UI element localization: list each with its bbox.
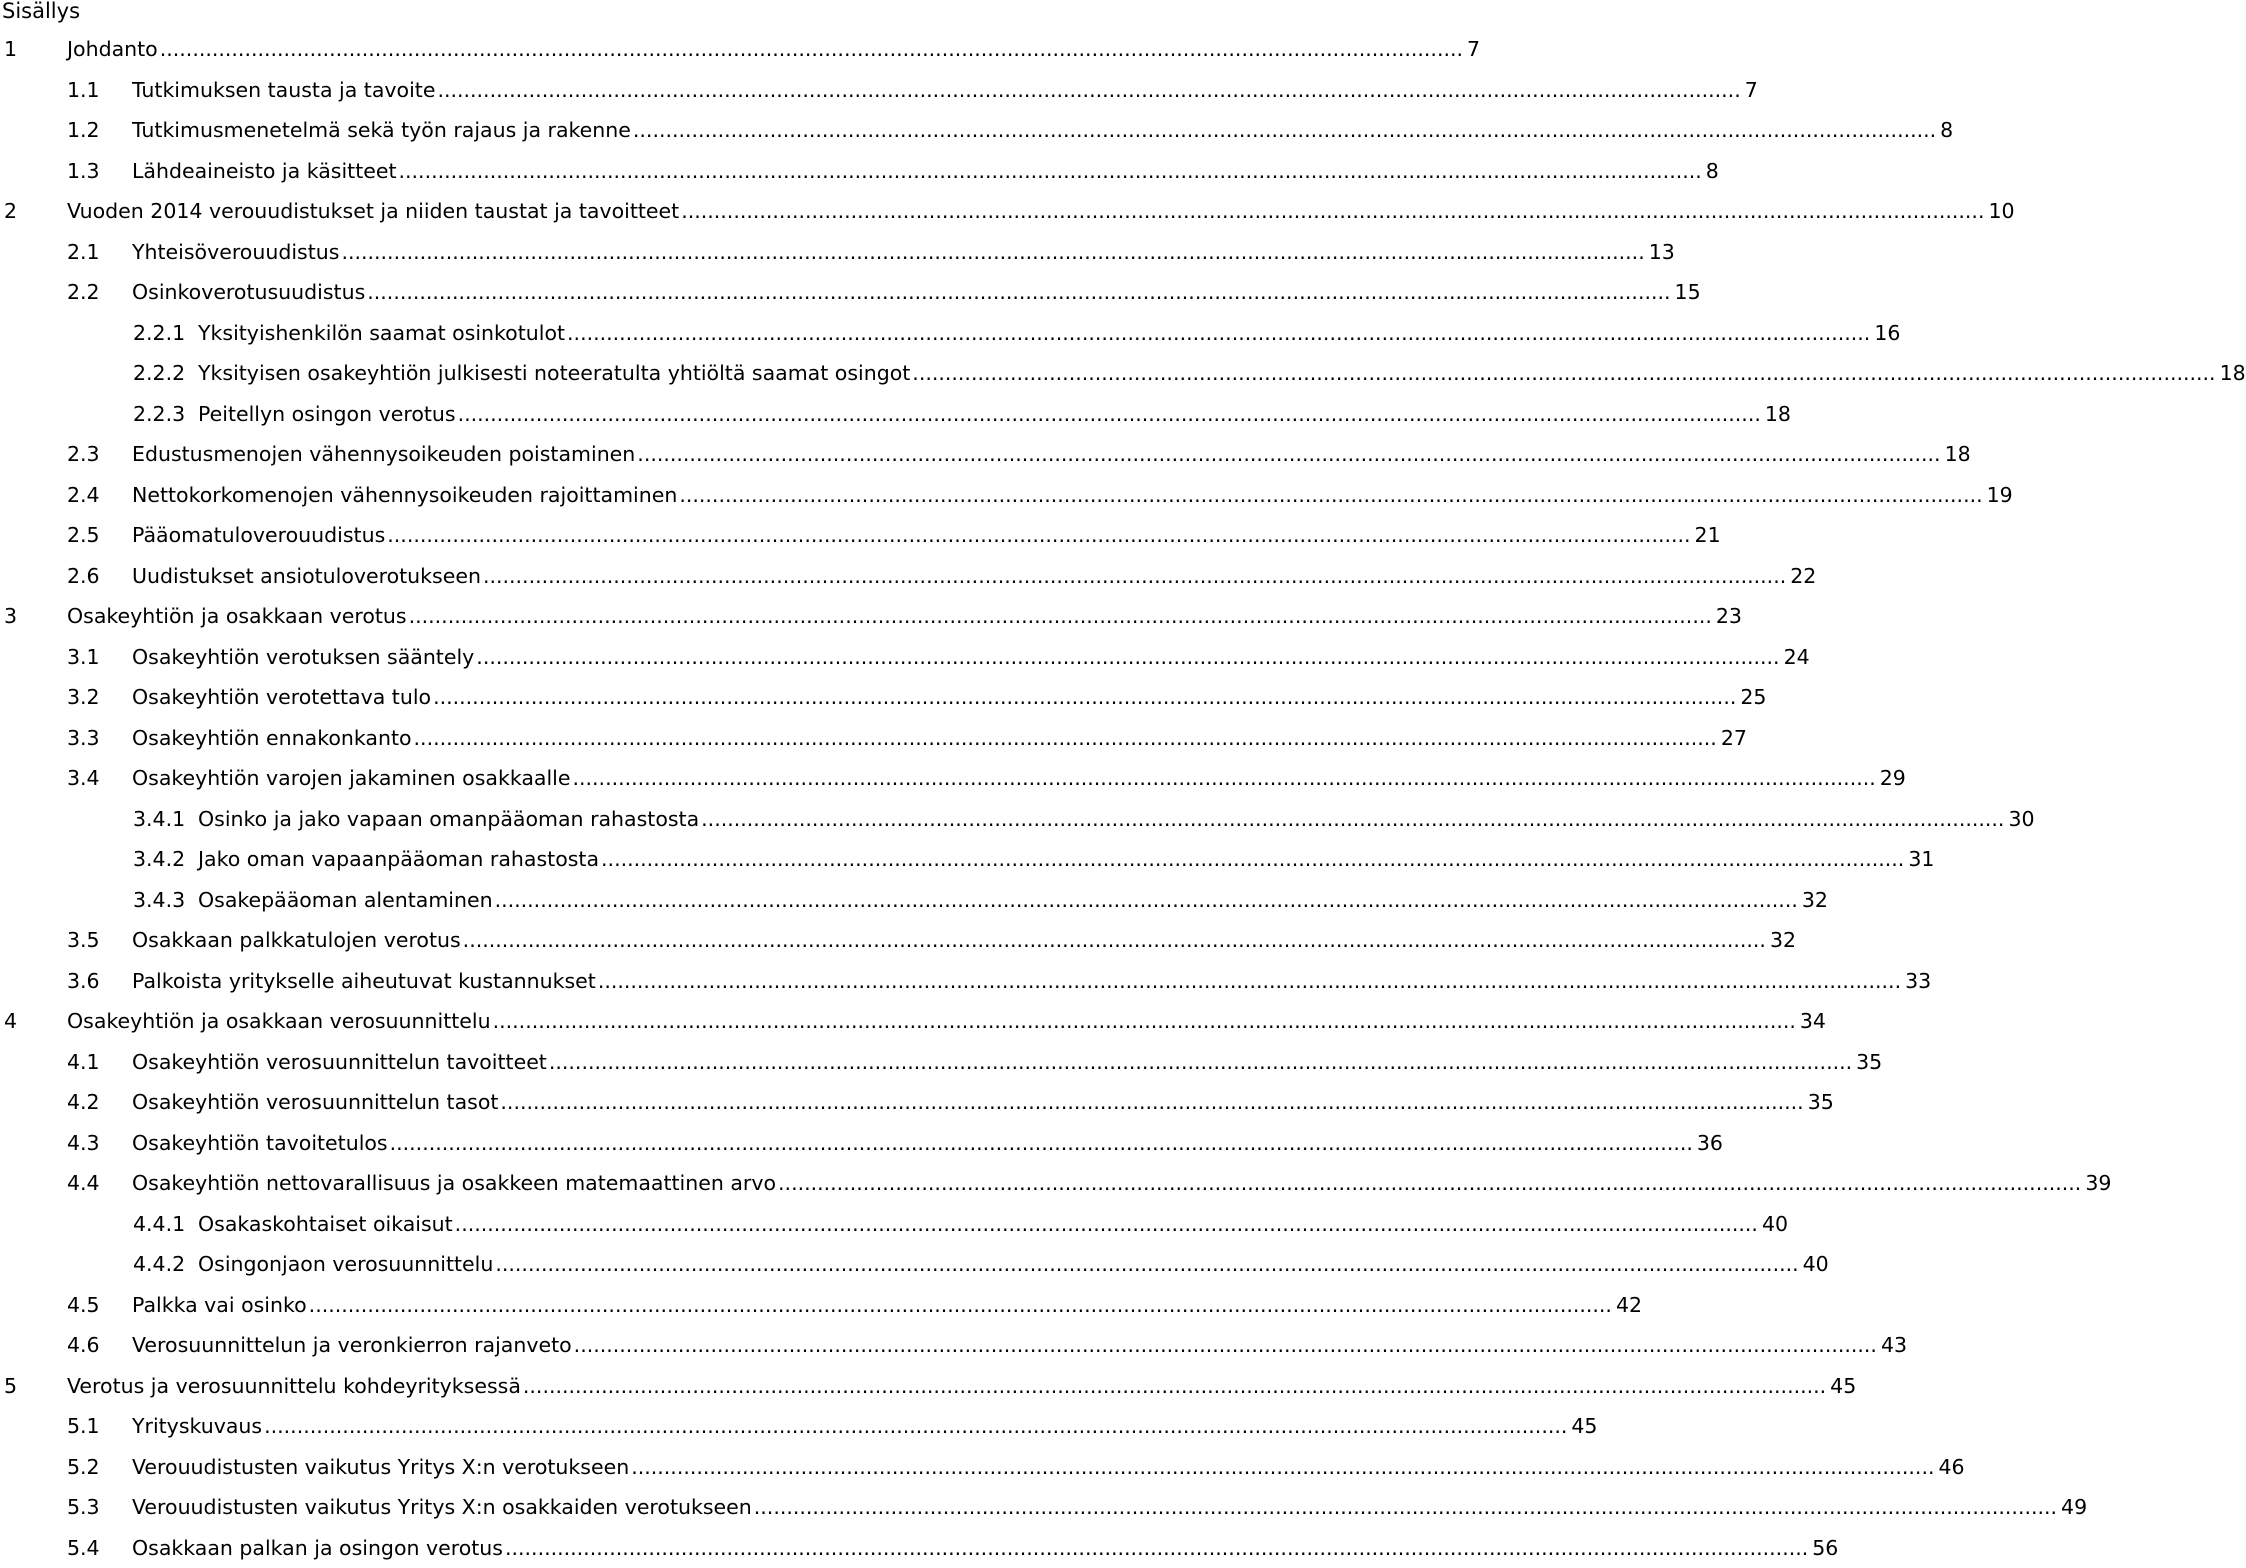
toc-entry-title: Osakeyhtiön verosuunnittelun tasot (132, 1090, 499, 1114)
toc-entry-4-4-2[interactable] (0, 1244, 1829, 1284)
toc-dot-leader: ........................................................................................................................................................................................................ (398, 158, 1702, 183)
toc-dot-leader: ........................................................................................................................................................................................................ (701, 806, 2005, 831)
toc-entry-page-number: 43 (1880, 1333, 1908, 1357)
toc-entry-body (198, 839, 1935, 879)
toc-entry-page-number: 56 (1812, 1535, 1839, 1560)
toc-entry-title: Verotus ja verosuunnittelu kohdeyrityksessä (67, 1373, 521, 1398)
toc-entry-number: 4 (4, 1009, 18, 1033)
toc-entry-5-1[interactable] (0, 1406, 1598, 1446)
toc-entry-2-2[interactable] (0, 272, 1701, 312)
toc-entry-page-number: 22 (1790, 563, 1817, 588)
toc-entry-number: 4.2 (67, 1090, 100, 1114)
toc-entry-3-4-3[interactable] (0, 880, 1828, 920)
toc-entry-title: Yksityishenkilön saamat osinkotulot (198, 320, 566, 345)
toc-entry-title: Nettokorkomenojen vähennysoikeuden rajoittaminen (132, 482, 678, 507)
toc-dot-leader: ........................................................................................................................................................................................................ (387, 523, 1691, 547)
toc-entry-body (132, 151, 1719, 191)
toc-dot-leader: ........................................................................................................................................................................................................ (778, 1171, 2082, 1195)
toc-entry-number: 2.1 (67, 239, 100, 264)
toc-entry-body (132, 272, 1701, 312)
toc-entry-page-number: 31 (1908, 847, 1935, 871)
toc-entry-page-number: 8 (1940, 118, 1954, 142)
toc-entry-body (132, 637, 1810, 677)
toc-entry-3-5[interactable] (0, 920, 1797, 960)
toc-entry-body (132, 1325, 1908, 1365)
toc-entry-title: Osakeyhtiön ja osakkaan verotus (67, 604, 407, 628)
toc-entry-page-number: 32 (1769, 928, 1797, 952)
toc-entry-number: 3.4 (67, 766, 100, 790)
toc-entry-page-number: 24 (1783, 644, 1810, 669)
toc-entry-number: 3.5 (67, 928, 100, 952)
toc-entry-title: Peitellyn osingon verotus (198, 401, 456, 426)
toc-dot-leader: ........................................................................................................................................................................................................ (573, 1333, 1877, 1357)
toc-entry-body (132, 475, 2013, 515)
toc-entry-page-number: 45 (1830, 1373, 1857, 1398)
toc-dot-leader: ........................................................................................................................................................................................................ (548, 1049, 1853, 1074)
toc-entry-number: 3.4.3 (133, 887, 186, 912)
toc-entry-title: Osinkoverotusuudistus (132, 280, 366, 304)
toc-entry-body (132, 758, 1906, 798)
toc-dot-leader: ........................................................................................................................................................................................................ (522, 1373, 1827, 1398)
toc-dot-leader: ........................................................................................................................................................................................................ (437, 77, 1741, 102)
toc-entry-body (132, 1082, 1834, 1122)
toc-entry-page-number: 18 (2219, 361, 2246, 385)
toc-entry-title: Osingonjaon verosuunnittelu (198, 1252, 494, 1276)
toc-entry-number: 4.5 (67, 1292, 100, 1317)
toc-entry-page-number: 40 (1802, 1252, 1829, 1276)
toc-dot-leader: ........................................................................................................................................................................................................ (482, 563, 1787, 588)
toc-entry-page-number: 45 (1571, 1414, 1598, 1438)
toc-entry-4-2[interactable] (0, 1082, 1834, 1122)
toc-entry-title: Osakeyhtiön ja osakkaan verosuunnittelu (67, 1009, 491, 1033)
toc-entry-4-4[interactable] (0, 1163, 2112, 1203)
toc-entry-page-number: 46 (1938, 1454, 1965, 1479)
toc-entry-page-number: 7 (1467, 37, 1481, 61)
toc-entry-body (67, 29, 1481, 69)
toc-dot-leader: ........................................................................................................................................................................................................ (912, 361, 2216, 385)
toc-entry-1[interactable] (0, 29, 1481, 69)
toc-dot-leader: ........................................................................................................................................................................................................ (264, 1414, 1568, 1438)
toc-dot-leader: ........................................................................................................................................................................................................ (413, 725, 1717, 750)
toc-entry-title: Tutkimuksen tausta ja tavoite (132, 77, 436, 102)
toc-entry-page-number: 42 (1615, 1292, 1643, 1317)
toc-entry-body (132, 961, 1932, 1001)
toc-entry-3[interactable] (0, 596, 1742, 636)
toc-entry-3-6[interactable] (0, 961, 1932, 1001)
toc-entry-2-2-1[interactable] (0, 313, 1901, 353)
toc-dot-leader: ........................................................................................................................................................................................................ (494, 887, 1798, 912)
toc-entry-page-number: 27 (1720, 725, 1747, 750)
toc-entry-number: 3.3 (67, 725, 100, 750)
toc-entry-body (198, 394, 1791, 434)
toc-entry-number: 2.6 (67, 563, 100, 588)
toc-dot-leader: ........................................................................................................................................................................................................ (597, 968, 1902, 993)
toc-entry-title: Osakeyhtiön verosuunnittelun tavoitteet (132, 1049, 547, 1074)
toc-dot-leader: ........................................................................................................................................................................................................ (454, 1211, 1758, 1236)
toc-dot-leader: ........................................................................................................................................................................................................ (572, 766, 1876, 790)
toc-dot-leader: ........................................................................................................................................................................................................ (504, 1535, 1809, 1560)
toc-entry-2-3[interactable] (0, 434, 1971, 474)
toc-entry-page-number: 8 (1705, 158, 1719, 183)
toc-entry-page-number: 7 (1744, 77, 1758, 102)
toc-entry-title: Pääomatuloverouudistus (132, 523, 386, 547)
toc-entry-body (132, 1123, 1723, 1163)
toc-entry-title: Osakepääoman alentaminen (198, 887, 493, 912)
toc-entry-body (132, 70, 1758, 110)
toc-entry-number: 3.2 (67, 685, 100, 709)
toc-dot-leader: ........................................................................................................................................................................................................ (631, 1454, 1935, 1479)
toc-entry-body (67, 596, 1742, 636)
toc-entry-title: Edustusmenojen vähennysoikeuden poistaminen (132, 442, 636, 466)
toc-dot-leader: ........................................................................................................................................................................................................ (462, 928, 1766, 952)
toc-dot-leader: ........................................................................................................................................................................................................ (679, 482, 1983, 507)
toc-entry-number: 4.4 (67, 1171, 100, 1195)
toc-dot-leader: ........................................................................................................................................................................................................ (457, 401, 1761, 426)
toc-entry-title: Jako oman vapaanpääoman rahastosta (198, 847, 600, 871)
toc-entry-body (132, 110, 1954, 150)
toc-entry-title: Osakeyhtiön verotettava tulo (132, 685, 432, 709)
toc-entry-body (132, 1487, 2088, 1527)
toc-entry-5-3[interactable] (0, 1487, 2088, 1527)
toc-dot-leader: ........................................................................................................................................................................................................ (681, 199, 1985, 223)
toc-entry-number: 1.2 (67, 118, 100, 142)
toc-entry-title: Vuoden 2014 verouudistukset ja niiden taustat ja tavoitteet (67, 199, 680, 223)
toc-dot-leader: ........................................................................................................................................................................................................ (632, 118, 1937, 142)
toc-entry-body (67, 191, 2015, 231)
toc-entry-title: Osakeyhtiön varojen jakaminen osakkaalle (132, 766, 571, 790)
toc-entry-title: Osinko ja jako vapaan omanpääoman rahastosta (198, 806, 700, 831)
toc-dot-leader: ........................................................................................................................................................................................................ (492, 1009, 1796, 1033)
toc-entry-number: 3.6 (67, 968, 100, 993)
toc-dot-leader: ........................................................................................................................................................................................................ (389, 1130, 1693, 1155)
toc-entry-page-number: 39 (2085, 1171, 2112, 1195)
toc-entry-2[interactable] (0, 191, 2015, 231)
toc-entry-number: 2.4 (67, 482, 100, 507)
toc-dot-leader: ........................................................................................................................................................................................................ (500, 1090, 1804, 1114)
toc-entry-2-4[interactable] (0, 475, 2013, 515)
toc-entry-page-number: 10 (1988, 199, 2015, 223)
toc-entry-page-number: 13 (1648, 239, 1675, 264)
toc-entry-3-4[interactable] (0, 758, 1906, 798)
toc-entry-title: Osakkaan palkan ja osingon verotus (132, 1535, 503, 1560)
toc-entry-number: 1 (4, 37, 18, 61)
toc-entry-2-2-3[interactable] (0, 394, 1791, 434)
toc-entry-page-number: 30 (2008, 806, 2035, 831)
toc-dot-leader: ........................................................................................................................................................................................................ (753, 1495, 2058, 1519)
toc-entry-body (198, 1244, 1829, 1284)
toc-entry-number: 4.4.1 (133, 1211, 186, 1236)
toc-dot-leader: ........................................................................................................................................................................................................ (567, 320, 1871, 345)
toc-entry-3-1[interactable] (0, 637, 1810, 677)
toc-entry-page-number: 16 (1874, 320, 1901, 345)
toc-dot-leader: ........................................................................................................................................................................................................ (341, 239, 1645, 264)
toc-entry-title: Palkoista yritykselle aiheutuvat kustannukset (132, 968, 596, 993)
toc-entry-page-number: 34 (1799, 1009, 1826, 1033)
toc-entry-4[interactable] (0, 1001, 1826, 1041)
toc-entry-page-number: 32 (1801, 887, 1828, 912)
toc-entry-number: 1.1 (67, 77, 100, 102)
toc-entry-number: 1.3 (67, 158, 100, 183)
toc-entry-page-number: 36 (1696, 1130, 1723, 1155)
toc-dot-leader: ........................................................................................................................................................................................................ (495, 1252, 1799, 1276)
toc-entry-number: 2 (4, 199, 18, 223)
toc-entry-title: Osakeyhtiön ennakonkanto (132, 725, 412, 750)
toc-entry-number: 5.1 (67, 1414, 100, 1438)
toc-entry-4-1[interactable] (0, 1042, 1883, 1082)
toc-entry-number: 4.4.2 (133, 1252, 186, 1276)
toc-entry-body (132, 556, 1817, 596)
toc-entry-3-2[interactable] (0, 677, 1767, 717)
toc-entry-body (132, 232, 1675, 272)
toc-entry-page-number: 19 (1986, 482, 2013, 507)
toc-entry-title: Yhteisöverouudistus (132, 239, 340, 264)
toc-entry-number: 3.1 (67, 644, 100, 669)
toc-entry-body (132, 1163, 2112, 1203)
toc-entry-number: 4.1 (67, 1049, 100, 1074)
toc-dot-leader: ........................................................................................................................................................................................................ (476, 644, 1780, 669)
toc-entry-body (67, 1366, 1857, 1406)
toc-entry-page-number: 18 (1944, 442, 1971, 466)
toc-entry-3-4-2[interactable] (0, 839, 1935, 879)
toc-dot-leader: ........................................................................................................................................................................................................ (408, 604, 1712, 628)
toc-entry-number: 5.3 (67, 1495, 100, 1519)
toc-entry-number: 2.3 (67, 442, 100, 466)
toc-entry-page-number: 33 (1905, 968, 1932, 993)
toc-entry-page-number: 25 (1740, 685, 1767, 709)
toc-entry-2-6[interactable] (0, 556, 1817, 596)
toc-entry-number: 3.4.1 (133, 806, 186, 831)
toc-entry-body (198, 880, 1828, 920)
toc-entry-number: 2.5 (67, 523, 100, 547)
toc-entry-number: 2.2.2 (133, 361, 186, 385)
toc-dot-leader: ........................................................................................................................................................................................................ (637, 442, 1941, 466)
toc-entry-body (132, 677, 1767, 717)
toc-entry-number: 5.2 (67, 1454, 100, 1479)
toc-entry-number: 3 (4, 604, 18, 628)
toc-entry-title: Osakeyhtiön tavoitetulos (132, 1130, 388, 1155)
toc-entry-body (132, 1406, 1598, 1446)
toc-entry-title: Verosuunnittelun ja veronkierron rajanveto (132, 1333, 572, 1357)
toc-entry-page-number: 18 (1764, 401, 1791, 426)
toc-dot-leader: ........................................................................................................................................................................................................ (601, 847, 1905, 871)
toc-entry-page-number: 29 (1879, 766, 1906, 790)
toc-entry-4-6[interactable] (0, 1325, 1908, 1365)
toc-entry-body (132, 1285, 1643, 1325)
toc-dot-leader: ........................................................................................................................................................................................................ (433, 685, 1737, 709)
toc-entry-1-3[interactable] (0, 151, 1719, 191)
toc-entry-5[interactable] (0, 1366, 1857, 1406)
toc-entry-page-number: 35 (1856, 1049, 1883, 1074)
toc-entry-1-1[interactable] (0, 70, 1758, 110)
toc-entry-number: 4.6 (67, 1333, 100, 1357)
toc-entry-page-number: 40 (1761, 1211, 1789, 1236)
toc-entry-2-5[interactable] (0, 515, 1721, 555)
toc-entry-title: Osakaskohtaiset oikaisut (198, 1211, 453, 1236)
toc-entry-title: Verouudistusten vaikutus Yritys X:n verotukseen (132, 1454, 630, 1479)
toc-entry-title: Johdanto (67, 37, 158, 61)
toc-entry-title: Yksityisen osakeyhtiön julkisesti noteeratulta yhtiöltä saamat osingot (198, 361, 911, 385)
toc-entry-page-number: 21 (1694, 523, 1721, 547)
toc-entry-number: 5 (4, 1373, 18, 1398)
toc-entry-2-1[interactable] (0, 232, 1675, 272)
toc-entry-4-4-1[interactable] (0, 1204, 1789, 1244)
toc-entry-page-number: 35 (1807, 1090, 1834, 1114)
toc-entry-title: Osakkaan palkkatulojen verotus (132, 928, 461, 952)
toc-entry-2-2-2[interactable] (0, 353, 2246, 393)
toc-entry-body (198, 353, 2246, 393)
toc-entry-3-3[interactable] (0, 718, 1747, 758)
toc-entry-number: 5.4 (67, 1535, 100, 1560)
toc-entry-body (67, 1001, 1826, 1041)
toc-entry-title: Lähdeaineisto ja käsitteet (132, 158, 397, 183)
toc-entry-number: 2.2 (67, 280, 100, 304)
toc-dot-leader: ........................................................................................................................................................................................................ (159, 37, 1464, 61)
toc-entry-body (132, 920, 1797, 960)
toc-entry-body (132, 515, 1721, 555)
toc-entry-body (132, 1528, 1839, 1568)
page-title: Sisällys (2, 0, 81, 23)
toc-entry-title: Tutkimusmenetelmä sekä työn rajaus ja rakenne (132, 118, 631, 142)
toc-entry-4-3[interactable] (0, 1123, 1723, 1163)
toc-entry-number: 2.2.3 (133, 401, 186, 426)
toc-entry-title: Yrityskuvaus (132, 1414, 263, 1438)
toc-entry-body (132, 434, 1971, 474)
toc-entry-4-5[interactable] (0, 1285, 1643, 1325)
toc-entry-body (132, 1447, 1965, 1487)
toc-entry-5-4[interactable] (0, 1528, 1839, 1568)
toc-entry-3-4-1[interactable] (0, 799, 2035, 839)
toc-entry-number: 4.3 (67, 1130, 100, 1155)
toc-dot-leader: ........................................................................................................................................................................................................ (308, 1292, 1612, 1317)
toc-entry-page-number: 23 (1715, 604, 1742, 628)
toc-dot-leader: ........................................................................................................................................................................................................ (367, 280, 1671, 304)
toc-entry-number: 3.4.2 (133, 847, 186, 871)
toc-entry-title: Verouudistusten vaikutus Yritys X:n osakkaiden verotukseen (132, 1495, 752, 1519)
toc-entry-body (198, 313, 1901, 353)
toc-entry-title: Palkka vai osinko (132, 1292, 307, 1317)
toc-entry-body (132, 1042, 1883, 1082)
toc-entry-title: Osakeyhtiön nettovarallisuus ja osakkeen matemaattinen arvo (132, 1171, 777, 1195)
toc-entry-1-2[interactable] (0, 110, 1954, 150)
toc-entry-body (132, 718, 1747, 758)
toc-entry-body (198, 1204, 1789, 1244)
toc-entry-page-number: 49 (2061, 1495, 2088, 1519)
toc-entry-body (198, 799, 2035, 839)
toc-entry-title: Uudistukset ansiotuloverotukseen (132, 563, 481, 588)
toc-entry-5-2[interactable] (0, 1447, 1965, 1487)
toc-entry-number: 2.2.1 (133, 320, 186, 345)
toc-entry-page-number: 15 (1674, 280, 1701, 304)
toc-entry-title: Osakeyhtiön verotuksen sääntely (132, 644, 475, 669)
